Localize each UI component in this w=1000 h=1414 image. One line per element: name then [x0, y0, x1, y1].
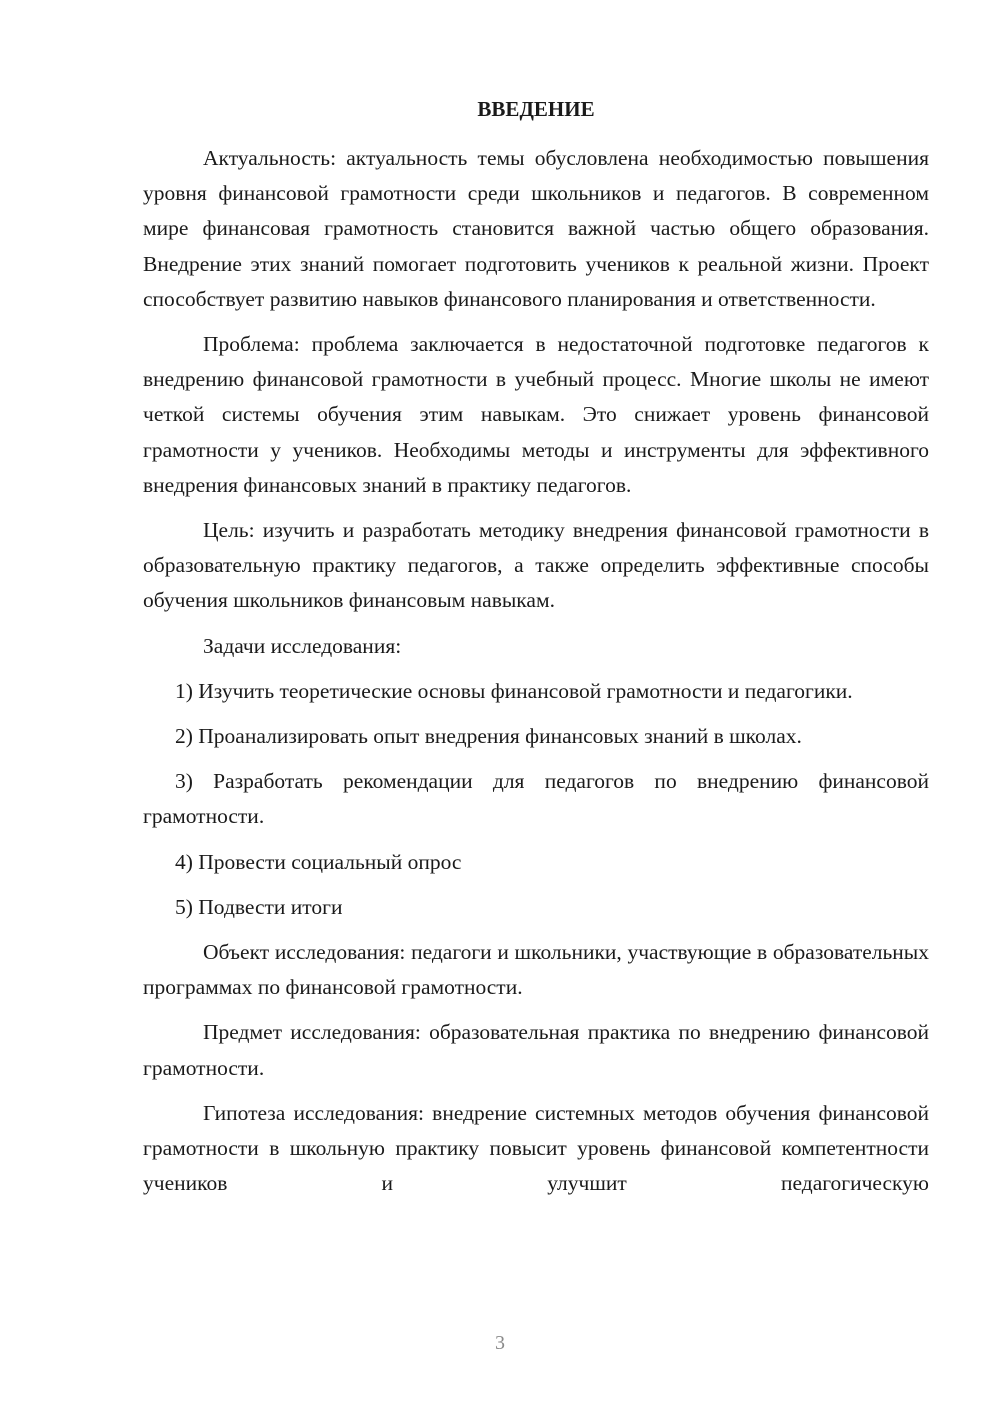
paragraph-goal: Цель: изучить и разработать методику внедрения финансовой грамотности в образовательную практику педагогов, а также определить эффективные способы обучения школьников финансовым навыкам. [143, 518, 929, 613]
paragraph-problem: Проблема: проблема заключается в недостаточной подготовке педагогов к внедрению финансовой грамотности в учебный процесс. Многие школы не имеют четкой системы обучения этим навыкам. Это снижает уровень финансовой грамотности у учеников. Необходимы методы и инструменты для эффективного внедрения финансовых знаний в практику педагогов. [143, 332, 929, 497]
paragraph-hypothesis: Гипотеза исследования: внедрение системных методов обучения финансовой грамотности в школьную практику повысит уровень финансовой компетентности учеников и улучшит педагогическую [143, 1100, 929, 1196]
paragraph-object: Объект исследования: педагоги и школьники, участвующие в образовательных программах по финансовой грамотности. [143, 940, 929, 1000]
paragraph-subject: Предмет исследования: образовательная практика по внедрению финансовой грамотности. [143, 1020, 929, 1080]
task-item-1: 1) Изучить теоретические основы финансовой грамотности и педагогики. [175, 678, 853, 703]
task-item-5: 5) Подвести итоги [175, 894, 343, 919]
paragraph-tasks-heading: Задачи исследования: [203, 633, 402, 658]
document-page [143, 90, 929, 1211]
task-item-2: 2) Проанализировать опыт внедрения финансовых знаний в школах. [175, 724, 802, 749]
section-title: ВВЕДЕНИЕ [477, 97, 595, 121]
page-number: 3 [495, 1332, 505, 1354]
task-item-3: 3) Разработать рекомендации для педагогов по внедрению финансовой грамотности. [143, 769, 929, 829]
paragraph-relevance: Актуальность: актуальность темы обусловлена необходимостью повышения уровня финансовой грамотности среди школьников и педагогов. В современном мире финансовая грамотность становится важной частью общего образования. Внедрение этих знаний помогает подготовить учеников к реальной жизни. Проект способствует развитию навыков финансового планирования и ответственности. [143, 146, 929, 311]
task-item-4: 4) Провести социальный опрос [175, 849, 462, 874]
